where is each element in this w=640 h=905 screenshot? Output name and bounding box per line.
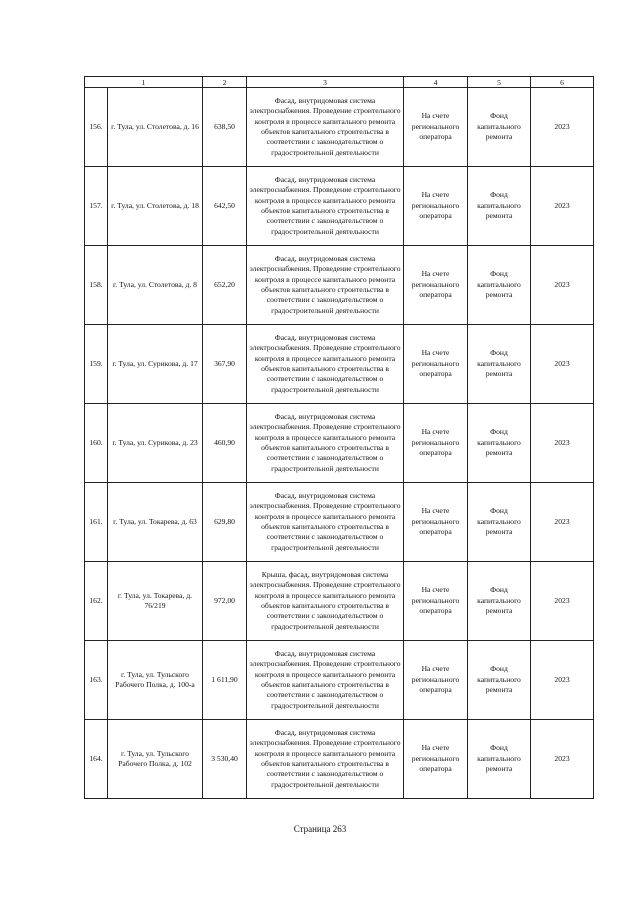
- column-header: 4: [404, 77, 468, 88]
- address-cell: г. Тула, ул. Столетова, д. 16: [108, 88, 203, 167]
- account-cell: На счете регионального оператора: [404, 167, 468, 246]
- area-cell: 1 611,90: [203, 641, 247, 720]
- column-header: 5: [468, 77, 531, 88]
- row-number: 160.: [85, 404, 108, 483]
- source-cell: Фонд капитального ремонта: [468, 641, 531, 720]
- address-cell: г. Тула, ул. Токарева, д. 63: [108, 483, 203, 562]
- repair-program-table: [84, 76, 594, 799]
- account-cell: На счете регионального оператора: [404, 483, 468, 562]
- row-number: 162.: [85, 562, 108, 641]
- works-cell: Фасад, внутридомовая система электроснабжения. Проведение строительного контроля в процессе капитального ремонта объектов капитального строительства в соответствии с законодательством о градостроительной деятельности: [247, 641, 404, 720]
- year-cell: 2023: [531, 88, 594, 167]
- table-row: [85, 483, 594, 562]
- column-number-row: [85, 77, 594, 88]
- source-cell: Фонд капитального ремонта: [468, 404, 531, 483]
- account-cell: На счете регионального оператора: [404, 246, 468, 325]
- year-cell: 2023: [531, 404, 594, 483]
- address-cell: г. Тула, ул. Сурикова, д. 23: [108, 404, 203, 483]
- works-cell: Фасад, внутридомовая система электроснабжения. Проведение строительного контроля в процессе капитального ремонта объектов капитального строительства в соответствии с законодательством о градостроительной деятельности: [247, 325, 404, 404]
- area-cell: 638,50: [203, 88, 247, 167]
- row-number: 163.: [85, 641, 108, 720]
- row-number: 157.: [85, 167, 108, 246]
- table-row: [85, 325, 594, 404]
- works-cell: Фасад, внутридомовая система электроснабжения. Проведение строительного контроля в процессе капитального ремонта объектов капитального строительства в соответствии с законодательством о градостроительной деятельности: [247, 720, 404, 799]
- table-row: [85, 720, 594, 799]
- address-cell: г. Тула, ул. Тульского Рабочего Полка, д. 102: [108, 720, 203, 799]
- account-cell: На счете регионального оператора: [404, 88, 468, 167]
- account-cell: На счете регионального оператора: [404, 562, 468, 641]
- account-cell: На счете регионального оператора: [404, 404, 468, 483]
- area-cell: 972,00: [203, 562, 247, 641]
- address-cell: г. Тула, ул. Столетова, д. 8: [108, 246, 203, 325]
- address-cell: г. Тула, ул. Токарева, д. 76/219: [108, 562, 203, 641]
- area-cell: 367,90: [203, 325, 247, 404]
- table-row: [85, 404, 594, 483]
- works-cell: Фасад, внутридомовая система электроснабжения. Проведение строительного контроля в процессе капитального ремонта объектов капитального строительства в соответствии с законодательством о градостроительной деятельности: [247, 167, 404, 246]
- area-cell: 460,90: [203, 404, 247, 483]
- source-cell: Фонд капитального ремонта: [468, 325, 531, 404]
- row-number: 158.: [85, 246, 108, 325]
- account-cell: На счете регионального оператора: [404, 325, 468, 404]
- area-cell: 652,20: [203, 246, 247, 325]
- year-cell: 2023: [531, 167, 594, 246]
- source-cell: Фонд капитального ремонта: [468, 88, 531, 167]
- column-header: 1: [85, 77, 203, 88]
- table-row: [85, 246, 594, 325]
- year-cell: 2023: [531, 325, 594, 404]
- row-number: 159.: [85, 325, 108, 404]
- address-cell: г. Тула, ул. Столетова, д. 18: [108, 167, 203, 246]
- account-cell: На счете регионального оператора: [404, 720, 468, 799]
- column-header: 2: [203, 77, 247, 88]
- works-cell: Фасад, внутридомовая система электроснабжения. Проведение строительного контроля в процессе капитального ремонта объектов капитального строительства в соответствии с законодательством о градостроительной деятельности: [247, 483, 404, 562]
- address-cell: г. Тула, ул. Сурикова, д. 17: [108, 325, 203, 404]
- year-cell: 2023: [531, 483, 594, 562]
- table-row: [85, 167, 594, 246]
- area-cell: 642,50: [203, 167, 247, 246]
- table-row: [85, 562, 594, 641]
- works-cell: Фасад, внутридомовая система электроснабжения. Проведение строительного контроля в процессе капитального ремонта объектов капитального строительства в соответствии с законодательством о градостроительной деятельности: [247, 404, 404, 483]
- source-cell: Фонд капитального ремонта: [468, 720, 531, 799]
- table-row: [85, 641, 594, 720]
- source-cell: Фонд капитального ремонта: [468, 167, 531, 246]
- row-number: 156.: [85, 88, 108, 167]
- table-row: [85, 88, 594, 167]
- source-cell: Фонд капитального ремонта: [468, 246, 531, 325]
- row-number: 164.: [85, 720, 108, 799]
- year-cell: 2023: [531, 720, 594, 799]
- works-cell: Крыша, фасад, внутридомовая система электроснабжения. Проведение строительного контроля в процессе капитального ремонта объектов капитального строительства в соответствии с законодательством о градостроительной деятельности: [247, 562, 404, 641]
- year-cell: 2023: [531, 246, 594, 325]
- page-number: Страница 263: [293, 824, 347, 834]
- area-cell: 3 530,40: [203, 720, 247, 799]
- address-cell: г. Тула, ул. Тульского Рабочего Полка, д. 100-а: [108, 641, 203, 720]
- area-cell: 629,80: [203, 483, 247, 562]
- source-cell: Фонд капитального ремонта: [468, 562, 531, 641]
- source-cell: Фонд капитального ремонта: [468, 483, 531, 562]
- year-cell: 2023: [531, 641, 594, 720]
- column-header: 6: [531, 77, 594, 88]
- column-header: 3: [247, 77, 404, 88]
- year-cell: 2023: [531, 562, 594, 641]
- row-number: 161.: [85, 483, 108, 562]
- account-cell: На счете регионального оператора: [404, 641, 468, 720]
- works-cell: Фасад, внутридомовая система электроснабжения. Проведение строительного контроля в процессе капитального ремонта объектов капитального строительства в соответствии с законодательством о градостроительной деятельности: [247, 88, 404, 167]
- works-cell: Фасад, внутридомовая система электроснабжения. Проведение строительного контроля в процессе капитального ремонта объектов капитального строительства в соответствии с законодательством о градостроительной деятельности: [247, 246, 404, 325]
